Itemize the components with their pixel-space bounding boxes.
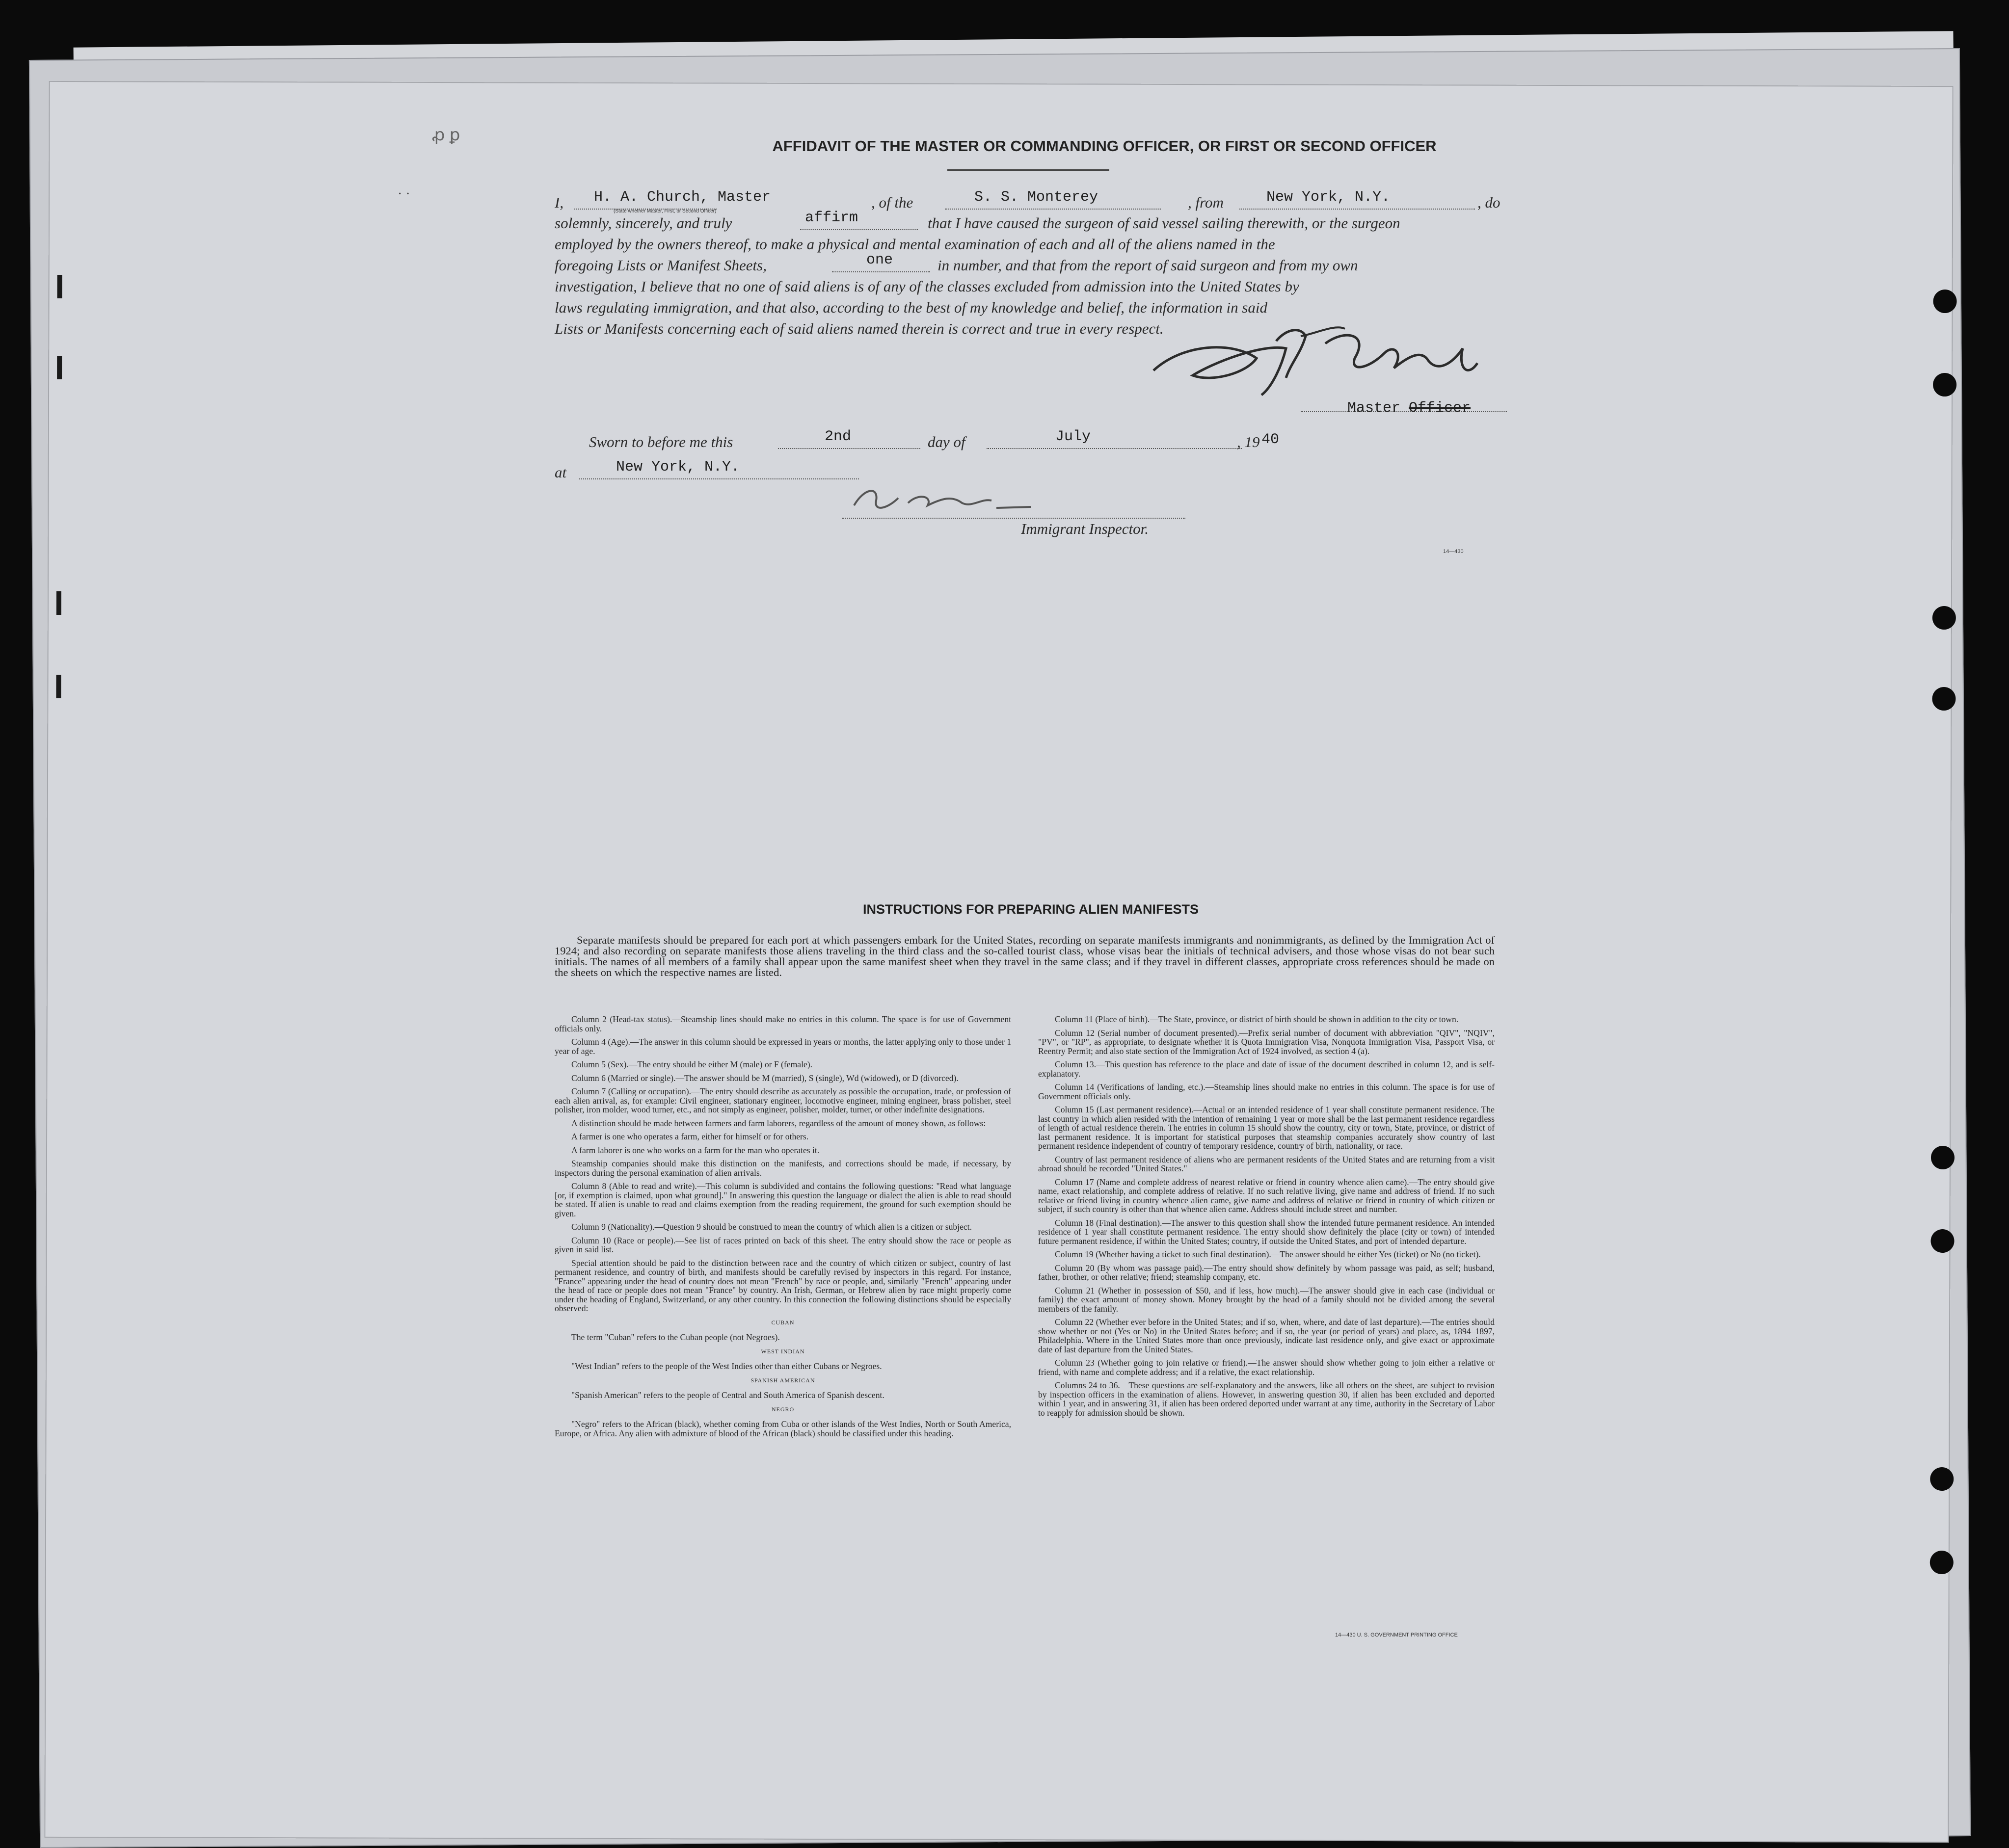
definition-text: "Spanish American" refers to the people of Central and South America of Spanish descent. — [571, 1390, 884, 1400]
definition-text: "West Indian" refers to the people of the West Indies other than either Cubans or Negroes. — [571, 1361, 882, 1371]
struck-officer-title: Officer — [1409, 400, 1471, 417]
instruction-paragraph: Column 9 (Nationality).—Question 9 should be construed to mean the country of which alien is a citizen or subject. — [571, 1222, 972, 1232]
definition-text: The term "Cuban" refers to the Cuban people (not Negroes). — [571, 1332, 780, 1342]
binder-hole — [1932, 606, 1956, 630]
affidavit-line-1 — [555, 189, 1500, 214]
affirmation-verb: affirm — [805, 210, 858, 226]
instruction-paragraph: Column 11 (Place of birth).—The State, province, or district of birth should be shown in addition to the city or town. — [1055, 1014, 1459, 1024]
master-signature — [1139, 314, 1482, 402]
officer-name: H. A. Church, Master — [594, 189, 771, 206]
vessel-name: S. S. Monterey — [974, 189, 1098, 206]
instruction-paragraph: A distinction should be made between farmers and farm laborers, regardless of the amount of money shown, as follows: — [571, 1118, 986, 1128]
instruction-paragraph: Column 12 (Serial number of document presented).—Prefix serial number of document with abbreviation "QIV", "NQIV", "PV", or "RP", as appropriate, to designate whether it is Quota Immigration Visa, Nonquota Immigration Visa, Passport Visa, or Reentry Permit; and also state section of the Immigration Act of 1924 involved, as section 4 (a). — [1038, 1028, 1495, 1056]
form-number: 14—430 — [1443, 549, 1464, 554]
instruction-paragraph: Column 17 (Name and complete address of nearest relative or friend in country whence alien came).—The entry should give name, exact relationship, and complete address of relative. If no such relative living, give name and address of friend. If no such relative or friend living in country whence alien came, give name and address of relative or friend in country of which citizen or subject, if such country is other than that whence alien came. Address should include street and number. — [1038, 1177, 1495, 1214]
instruction-paragraph: Column 13.—This question has reference to the place and date of issue of the document described in column 12, and is self-explanatory. — [1038, 1059, 1495, 1079]
binder-hole — [1932, 687, 1955, 711]
sworn-place: New York, N.Y. — [616, 459, 740, 475]
label-from: , from — [1188, 194, 1224, 211]
instruction-paragraph: Column 19 (Whether having a ticket to such final destination).—The answer should be either Yes (ticket) or No (no ticket). — [1055, 1249, 1481, 1259]
affidavit-line-3: employed by the owners thereof, to make a physical and mental examination of each and all of the aliens named in the — [555, 236, 1275, 253]
printing-office-note: 14—430 U. S. GOVERNMENT PRINTING OFFICE — [1335, 1632, 1458, 1638]
binder-hole — [1930, 1229, 1954, 1253]
definition-heading: NEGRO — [771, 1405, 795, 1413]
definition-heading: SPANISH AMERICAN — [750, 1376, 815, 1384]
sheet-count: one — [866, 252, 893, 268]
edge-mark — [57, 356, 62, 379]
affidavit-line-4: foregoing Lists or Manifest Sheets, one in number, and that from the report of said surgeon and from my own — [555, 252, 1358, 274]
label-do: , do — [1477, 194, 1500, 211]
affidavit-line-5: investigation, I believe that no one of said aliens is of any of the classes excluded from admission into the United States by — [555, 278, 1299, 295]
edge-mark — [56, 591, 61, 615]
sworn-day: 2nd — [825, 428, 852, 445]
instruction-paragraph: A farm laborer is one who works on a farm for the man who operates it. — [571, 1145, 820, 1155]
definition-text: "Negro" refers to the African (black), whether coming from Cuba or other islands of the West Indies, North or South America, Europe, or Africa. Any alien with admixture of blood of the African (black) should be classified under this heading. — [555, 1419, 1011, 1438]
officer-note: (State whether Master, First, or Second Officer) — [614, 209, 717, 214]
instruction-paragraph: Column 10 (Race or people).—See list of races printed on back of this sheet. The entry should show the race or people as given in said list. — [555, 1235, 1011, 1254]
ink-specks: · · — [398, 186, 410, 202]
instruction-paragraph: Column 14 (Verifications of landing, etc.).—Steamship lines should make no entries in this column. The space is for use of Government officials only. — [1038, 1082, 1495, 1101]
master-title: Master — [1347, 400, 1401, 417]
inspector-label: Immigrant Inspector. — [1021, 520, 1149, 537]
instruction-paragraph: Column 8 (Able to read and write).—This column is subdivided and contains the following questions: "Read what language [or, if exemption is claimed, upon what ground]." In answering this question the language or dialect the alien is able to read should be stated. If alien is unable to read and claims exemption from the reading requirement, the ground for such exemption should be given. — [555, 1181, 1011, 1218]
instruction-paragraph: Column 18 (Final destination).—The answer to this question shall show the intended future permanent residence. An intended residence of 1 year shall constitute permanent residence. The entry should show definitely the place (city or town) of intended future permanent residence, if within the United States; country, if outside the United States, and port of intended departure. — [1038, 1217, 1495, 1246]
affidavit-title: AFFIDAVIT OF THE MASTER OR COMMANDING OFFICER, OR FIRST OR SECOND OFFICER — [772, 137, 1437, 155]
binder-hole — [1930, 1467, 1954, 1491]
pencil-mark: ꝓ ꝑ — [432, 126, 460, 144]
instruction-paragraph: Country of last permanent residence of aliens who are permanent residents of the United States and are returning from a visit abroad should be recorded "United States." — [1038, 1154, 1495, 1173]
sworn-year: 40 — [1261, 431, 1280, 448]
instruction-paragraph: Column 23 (Whether going to join relative or friend).—The answer should show whether going to join either a relative or friend, with name and complete address; and if a relative, the exact relationship. — [1038, 1358, 1495, 1377]
instruction-paragraph: Column 21 (Whether in possession of $50, and if less, how much).—The answer should give in each case (individual or family) the exact amount of money shown. Money brought by the head of a family should not be divided among the several members of the family. — [1038, 1285, 1495, 1314]
instruction-paragraph: Column 2 (Head-tax status).—Steamship lines should make no entries in this column. The space is for use of Government officials only. — [555, 1014, 1011, 1033]
instruction-paragraph: Column 7 (Calling or occupation).—The entry should describe as accurately as possible the occupation, trade, or profession of each alien arrival, as, for example: Civil engineer, stationary engineer, locomotive engineer, mining engineer, brass polisher, steel polisher, iron molder, wood turner, etc., and not simply as engineer, polisher, molder, turner, or other indefinite designations. — [555, 1086, 1011, 1114]
binder-hole — [1931, 1146, 1955, 1169]
affidavit-line-2: solemnly, sincerely, and truly affirm that I have caused the surgeon of said vessel sailing therewith, or the surgeon — [555, 210, 1400, 232]
instruction-paragraph: Special attention should be paid to the distinction between race and the country of which citizen or subject, country of last permanent residence, and country of birth, and manifests should be carefully revised by inspectors in this regard. For instance, "France" appearing under the head of country does not mean "French" by race or people, and, similarly "French" appearing under the head of race or people does not mean "France" by country. An Irish, German, or Hebrew alien by race might properly come under the heading of England, Switzerland, or any other country. In this connection the following distinctions should be especially observed: — [555, 1258, 1011, 1313]
sworn-month: July — [1055, 428, 1091, 445]
instruction-paragraph: Column 4 (Age).—The answer in this column should be expressed in years or months, the latter applying only to those under 1 year of age. — [555, 1037, 1011, 1056]
affidavit-line-7: Lists or Manifests concerning each of said aliens named therein is correct and true in every respect. — [555, 320, 1164, 337]
instructions-left-column — [555, 1015, 1011, 1442]
instruction-paragraph: Column 15 (Last permanent residence).—Actual or an intended residence of 1 year shall constitute permanent residence. The last country in which alien resided with the intention of remaining 1 year or more shall be the last permanent residence regardless of length of actual residence therein. The entries in column 15 should show the country, city or town, State, province, or district of last permanent residence. It is important for statistical purposes that steamship companies accurately show country of last permanent residence independent of country of temporary residence, country of birth, nationality, or race. — [1038, 1105, 1495, 1151]
departure-port: New York, N.Y. — [1266, 189, 1391, 206]
binder-hole — [1930, 1551, 1954, 1574]
label-of-the: , of the — [871, 194, 913, 211]
edge-mark — [57, 275, 62, 298]
inspector-signature-line — [842, 518, 1185, 519]
instruction-paragraph: Columns 24 to 36.—These questions are self-explanatory and the answers, like all others on the sheet, are subject to revision by inspection officers in the examination of aliens. However, in answering question 30, if alien has been excluded and deported within 1 year, and in answering 31, if alien has been ordered deported under warrant at any time, authority in the Secretary of Labor to reapply for admission should be shown. — [1038, 1380, 1495, 1418]
sworn-line: Sworn to before me this 2nd day of July , 19 40 — [589, 428, 1280, 450]
sworn-place-line: at New York, N.Y. — [555, 464, 1487, 483]
binder-hole — [1933, 373, 1956, 396]
title-rule — [947, 169, 1109, 171]
instructions-right-column — [1038, 1015, 1495, 1422]
instruction-paragraph: Column 5 (Sex).—The entry should be either M (male) or F (female). — [571, 1059, 813, 1069]
instructions-title: INSTRUCTIONS FOR PREPARING ALIEN MANIFESTS — [862, 902, 1199, 917]
binder-hole — [1933, 290, 1956, 313]
definition-heading: WEST INDIAN — [761, 1347, 805, 1355]
definition-heading: CUBAN — [771, 1319, 795, 1326]
instructions-intro: Separate manifests should be prepared for each port at which passengers embark for the United States, recording on separate manifests immigrants and nonimmigrants, as defined by the Immigration Act of 1924; and also recording on separate manifests those aliens traveling in the third class and the so-called tourist class, whose visas bear the initials of technical advisers, and those whose visas do not bear such initials. The names of all members of a family shall appear upon the same manifest sheet when they travel in the same class; and if they travel in different classes, appropriate cross references should be made on the sheets on which the respective names are listed. — [555, 934, 1495, 978]
instruction-paragraph: Steamship companies should make this distinction on the manifests, and corrections should be made, if necessary, by inspectors during the personal examination of alien arrivals. — [555, 1159, 1011, 1178]
instruction-paragraph: Column 22 (Whether ever before in the United States; and if so, when, where, and date of last departure).—The entries should show whether or not (Yes or No) in the United States before; and if so, the year (or period of years) and place, as, 1894–1897, Philadelphia. Where in the United States more than once previously, indicate last residence only, and give exact or approximate date of last departure from the United States. — [1038, 1317, 1495, 1354]
inspector-signature — [834, 478, 1055, 518]
label-i: I, — [555, 194, 564, 211]
edge-mark — [56, 675, 61, 698]
instruction-paragraph: A farmer is one who operates a farm, either for himself or for others. — [571, 1132, 809, 1141]
instruction-paragraph: Column 6 (Married or single).—The answer should be M (married), S (single), Wd (widowed), or D (divorced). — [571, 1073, 959, 1083]
signature-line — [1301, 411, 1507, 412]
affidavit-line-6: laws regulating immigration, and that also, according to the best of my knowledge and belief, the information in said — [555, 299, 1268, 316]
instruction-paragraph: Column 20 (By whom was passage paid).—The entry should show definitely by whom passage was paid, as self; husband, father, brother, or other relative; friend; steamship company, etc. — [1038, 1263, 1495, 1282]
